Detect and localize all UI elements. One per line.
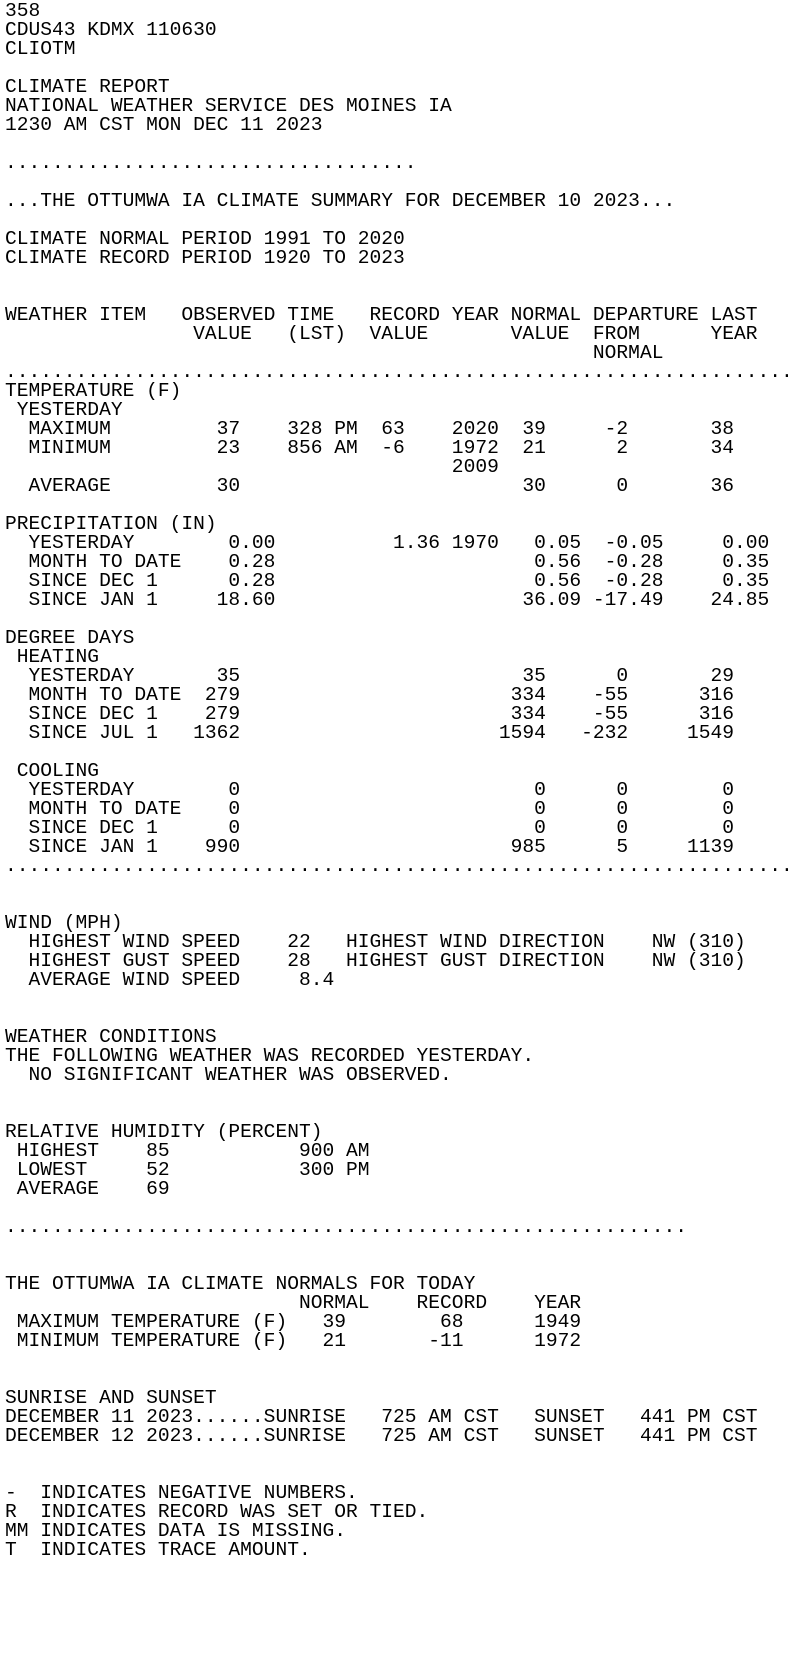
report-line (5, 1560, 805, 1579)
report-line: YESTERDAY 0.00 1.36 1970 0.05 -0.05 0.00 (5, 532, 770, 554)
report-line (5, 1598, 805, 1617)
report-line: YESTERDAY (5, 399, 123, 421)
report-line: COOLING (5, 760, 100, 782)
report-line (5, 1351, 805, 1370)
report-line: T INDICATES TRACE AMOUNT. (5, 1539, 311, 1561)
report-line (5, 1636, 805, 1655)
report-line: 1230 AM CST MON DEC 11 2023 (5, 114, 323, 136)
report-line: DECEMBER 12 2023......SUNRISE 725 AM CST SUNSET 441 PM CST (5, 1425, 758, 1447)
report-line: MONTH TO DATE 0 0 0 0 (5, 798, 735, 820)
report-line (5, 876, 805, 895)
report-line: NORMAL (5, 342, 664, 364)
report-line: MM INDICATES DATA IS MISSING. (5, 1520, 346, 1542)
report-line: HEATING (5, 646, 100, 668)
report-line: 2009 (5, 456, 499, 478)
report-line: SINCE DEC 1 279 334 -55 316 (5, 703, 735, 725)
report-line: HIGHEST 85 900 AM (5, 1140, 370, 1162)
report-line: SINCE DEC 1 0.28 0.56 -0.28 0.35 (5, 570, 770, 592)
report-line: THE OTTUMWA IA CLIMATE NORMALS FOR TODAY (5, 1273, 476, 1295)
report-line: HIGHEST WIND SPEED 22 HIGHEST WIND DIRECTION NW (310) (5, 931, 746, 953)
report-line: SINCE DEC 1 0 0 0 0 (5, 817, 735, 839)
report-line: - INDICATES NEGATIVE NUMBERS. (5, 1482, 358, 1504)
report-line: AVERAGE 69 (5, 1178, 170, 1200)
report-line: SINCE JAN 1 18.60 36.09 -17.49 24.85 (5, 589, 770, 611)
report-line (5, 1617, 805, 1636)
report-line: SINCE JUL 1 1362 1594 -232 1549 (5, 722, 735, 744)
report-line: ................................... (5, 152, 417, 174)
report-line: HIGHEST GUST SPEED 28 HIGHEST GUST DIRECTION NW (310) (5, 950, 746, 972)
report-line (5, 1085, 805, 1104)
report-line: SINCE JAN 1 990 985 5 1139 (5, 836, 735, 858)
report-line: CLIMATE RECORD PERIOD 1920 TO 2023 (5, 247, 405, 269)
report-line: SUNRISE AND SUNSET (5, 1387, 217, 1409)
report-line: MINIMUM 23 856 AM -6 1972 21 2 34 (5, 437, 735, 459)
report-line: YESTERDAY 35 35 0 29 (5, 665, 735, 687)
report-line: DEGREE DAYS (5, 627, 135, 649)
report-line: NORMAL RECORD YEAR (5, 1292, 582, 1314)
report-line (5, 895, 805, 914)
report-line: DECEMBER 11 2023......SUNRISE 725 AM CST SUNSET 441 PM CST (5, 1406, 758, 1428)
report-line: RELATIVE HUMIDITY (PERCENT) (5, 1121, 323, 1143)
report-line: .......................................................... (5, 1216, 687, 1238)
report-line (5, 1237, 805, 1256)
report-line (5, 743, 805, 762)
report-line: WEATHER CONDITIONS (5, 1026, 217, 1048)
report-line (5, 1579, 805, 1598)
report-line (5, 990, 805, 1009)
report-line: WIND (MPH) (5, 912, 123, 934)
report-line: NO SIGNIFICANT WEATHER WAS OBSERVED. (5, 1064, 452, 1086)
report-line: 358 (5, 0, 41, 22)
report-line: ................................................................... (5, 855, 793, 877)
report-line: CDUS43 KDMX 110630 (5, 19, 217, 41)
report-line: CLIMATE NORMAL PERIOD 1991 TO 2020 (5, 228, 405, 250)
report-line: PRECIPITATION (IN) (5, 513, 217, 535)
report-line: CLIMATE REPORT (5, 76, 170, 98)
report-line: VALUE (LST) VALUE VALUE FROM YEAR (5, 323, 758, 345)
climate-report-text (5, 2, 805, 1655)
report-line: ................................................................... (5, 361, 793, 383)
report-line: MAXIMUM TEMPERATURE (F) 39 68 1949 (5, 1311, 582, 1333)
report-line: NATIONAL WEATHER SERVICE DES MOINES IA (5, 95, 452, 117)
report-line: R INDICATES RECORD WAS SET OR TIED. (5, 1501, 429, 1523)
report-line: CLIOTM (5, 38, 76, 60)
report-line: ...THE OTTUMWA IA CLIMATE SUMMARY FOR DECEMBER 10 2023... (5, 190, 676, 212)
report-line: AVERAGE 30 30 0 36 (5, 475, 735, 497)
report-line: MONTH TO DATE 279 334 -55 316 (5, 684, 735, 706)
report-line: MINIMUM TEMPERATURE (F) 21 -11 1972 (5, 1330, 582, 1352)
report-line: WEATHER ITEM OBSERVED TIME RECORD YEAR NORMAL DEPARTURE LAST (5, 304, 758, 326)
report-line: TEMPERATURE (F) (5, 380, 182, 402)
report-line: YESTERDAY 0 0 0 0 (5, 779, 735, 801)
report-line: LOWEST 52 300 PM (5, 1159, 370, 1181)
report-line (5, 1446, 805, 1465)
report-line: THE FOLLOWING WEATHER WAS RECORDED YESTERDAY. (5, 1045, 535, 1067)
report-line: MAXIMUM 37 328 PM 63 2020 39 -2 38 (5, 418, 735, 440)
report-line: MONTH TO DATE 0.28 0.56 -0.28 0.35 (5, 551, 770, 573)
report-line: AVERAGE WIND SPEED 8.4 (5, 969, 335, 991)
report-line (5, 268, 805, 287)
